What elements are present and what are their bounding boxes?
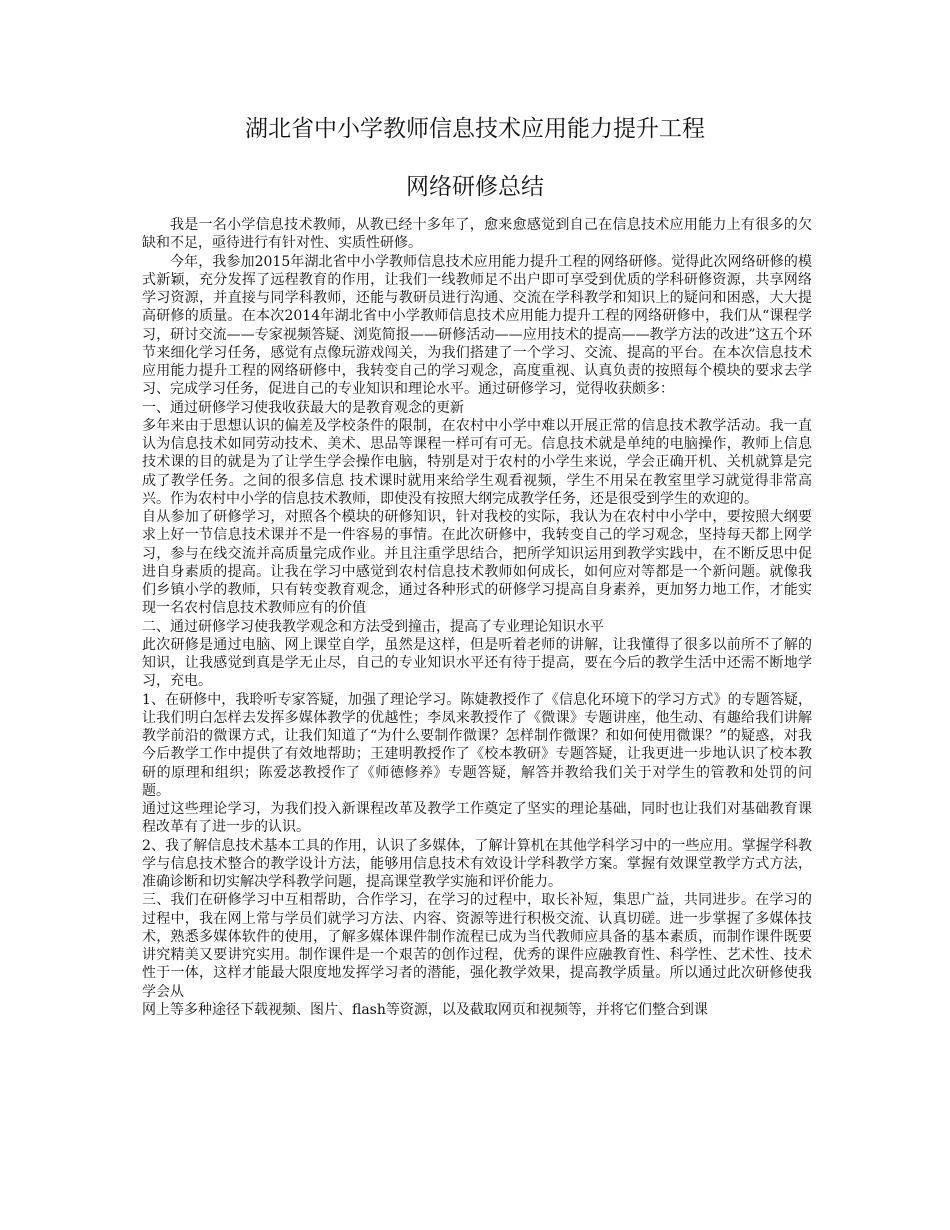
document-body bbox=[142, 216, 812, 1019]
paragraph: 2、我了解信息技术基本工具的作用，认识了多媒体，了解计算机在其他学科学习中的一些应用。掌握学科教学与信息技术整合的教学设计方法，能够用信息技术有效设计学科教学方案。掌握有效课堂教学方式方法，准确诊断和切实解决学科教学问题，提高课堂教学实施和评价能力。 bbox=[142, 837, 812, 890]
section-heading: 一、通过研修学习使我收获最大的是教育观念的更新 bbox=[142, 399, 464, 416]
paragraph: 自从参加了研修学习，对照各个模块的研修知识，针对我校的实际，我认为在农村中小学中，要按照大纲要求上好一节信息技术课并不是一件容易的事情。在此次研修中，我转变自己的学习观念，坚持每天都上网学习，参与在线交流并高质量完成作业。并且注重学思结合，把所学知识运用到教学实践中，在不断反思中促进自身素质的提高。让我在学习中感觉到农村信息技术教师如何成长，如何应对等都是一个新问题。就像我们乡镇小学的教师，只有转变教育观念，通过各种形式的研修学习提高自身素养，更加努力地工作，才能实现一名农村信息技术教师应有的价值 bbox=[142, 509, 812, 617]
title-line-2: 网络研修总结 bbox=[406, 174, 544, 200]
paragraph: 三、我们在研修学习中互相帮助，合作学习，在学习的过程中，取长补短，集思广益，共同进步。在学习的过程中，我在网上常与学员们就学习方法、内容、资源等进行积极交流、认真切磋。进一步掌握了多媒体技术，熟悉多媒体软件的使用，了解多媒体课件制作流程已成为当代教师应具备的基本素质，而制作课件既要讲究精美又要讲究实用。制作课件是一个艰苦的创作过程，优秀的课件应融教育性、科学性、艺术性、技术性于一体，这样才能最大限度地发挥学习者的潜能，强化教学效果，提高教学质量。所以通过此次研修使我学会从 bbox=[142, 892, 812, 1000]
paragraph: 1、在研修中，我聆听专家答疑，加强了理论学习。陈婕教授作了《信息化环境下的学习方式》的专题答疑，让我们明白怎样去发挥多媒体教学的优越性；李凤来教授作了《微课》专题讲座，他生动、有趣给我们讲解教学前沿的微课方式，让我们知道了“为什么要制作微课？怎样制作微课？和如何使用微课？”的疑惑，对我今后教学工作中提供了有效地帮助；王建明教授作了《校本教研》专题答疑，让我更进一步地认识了校本教研的原理和组织；陈爱苾教授作了《师德修养》专题答疑，解答并教给我们关于对学生的管教和处罚的问题。 bbox=[142, 691, 812, 799]
paragraph: 网上等多种途径下载视频、图片、flash等资源，以及截取网页和视频等，并将它们整合到课 bbox=[142, 1001, 708, 1018]
paragraph: 我是一名小学信息技术教师，从教已经十多年了，愈来愈感觉到自己在信息技术应用能力上有很多的欠缺和不足，亟待进行有针对性、实质性研修。 bbox=[142, 217, 812, 252]
paragraph: 多年来由于思想认识的偏差及学校条件的限制，在农村中小学中难以开展正常的信息技术教学活动。我一直认为信息技术如同劳动技术、美术、思品等课程一样可有可无。信息技术就是单纯的电脑操作，教师上信息技术课的目的就是为了让学生学会操作电脑，特别是对于农村的小学生来说，学会正确开机、关机就算是完成了教学任务。之间的很多信息 技术课时就用来给学生观看视频，学生不用呆在教室里学习就觉得非常高兴。作为农村中小学的信息技术教师，即使没有按照大纲完成教学任务，还是很受到学生的欢迎的。 bbox=[142, 417, 812, 507]
paragraph: 今年，我参加2015年湖北省中小学教师信息技术应用能力提升工程的网络研修。觉得此次网络研修的模式新颖，充分发挥了远程教育的作用，让我们一线教师足不出户即可享受到优质的学科研修资源，共享网络学习资源，并直接与同学科教师，还能与教研员进行沟通、交流在学科教学和知识上的疑问和困惑，大大提高研修的质量。在本次2014年湖北省中小学教师信息技术应用能力提升工程的网络研修中，我们从“课程学习，研讨交流——专家视频答疑、浏览简报——研修活动——应用技术的提高——教学方法的改进”这五个环节来细化学习任务，感觉有点像玩游戏闯关，为我们搭建了一个学习、交流、提高的平台。在本次信息技术应用能力提升工程的网络研修中，我转变自己的学习观念，高度重视、认真负责的按照每个模块的要求去学习、完成学习任务，促进自己的专业知识和理论水平。通过研修学习，觉得收获颇多： bbox=[142, 253, 812, 398]
title-line-1: 湖北省中小学教师信息技术应用能力提升工程 bbox=[245, 116, 705, 142]
paragraph: 此次研修是通过电脑、网上课堂自学，虽然是这样，但是听着老师的讲解，让我懂得了很多以前所不了解的知识，让我感觉到真是学无止尽，自己的专业知识水平还有待于提高，要在今后的教学生活中还需不断地学习，充电。 bbox=[142, 636, 812, 690]
paragraph: 通过这些理论学习，为我们投入新课程改革及教学工作奠定了坚实的理论基础，同时也让我们对基础教育课程改革有了进一步的认识。 bbox=[142, 801, 812, 836]
section-heading: 二、通过研修学习使我教学观念和方法受到撞击，提高了专业理论知识水平 bbox=[142, 618, 604, 635]
